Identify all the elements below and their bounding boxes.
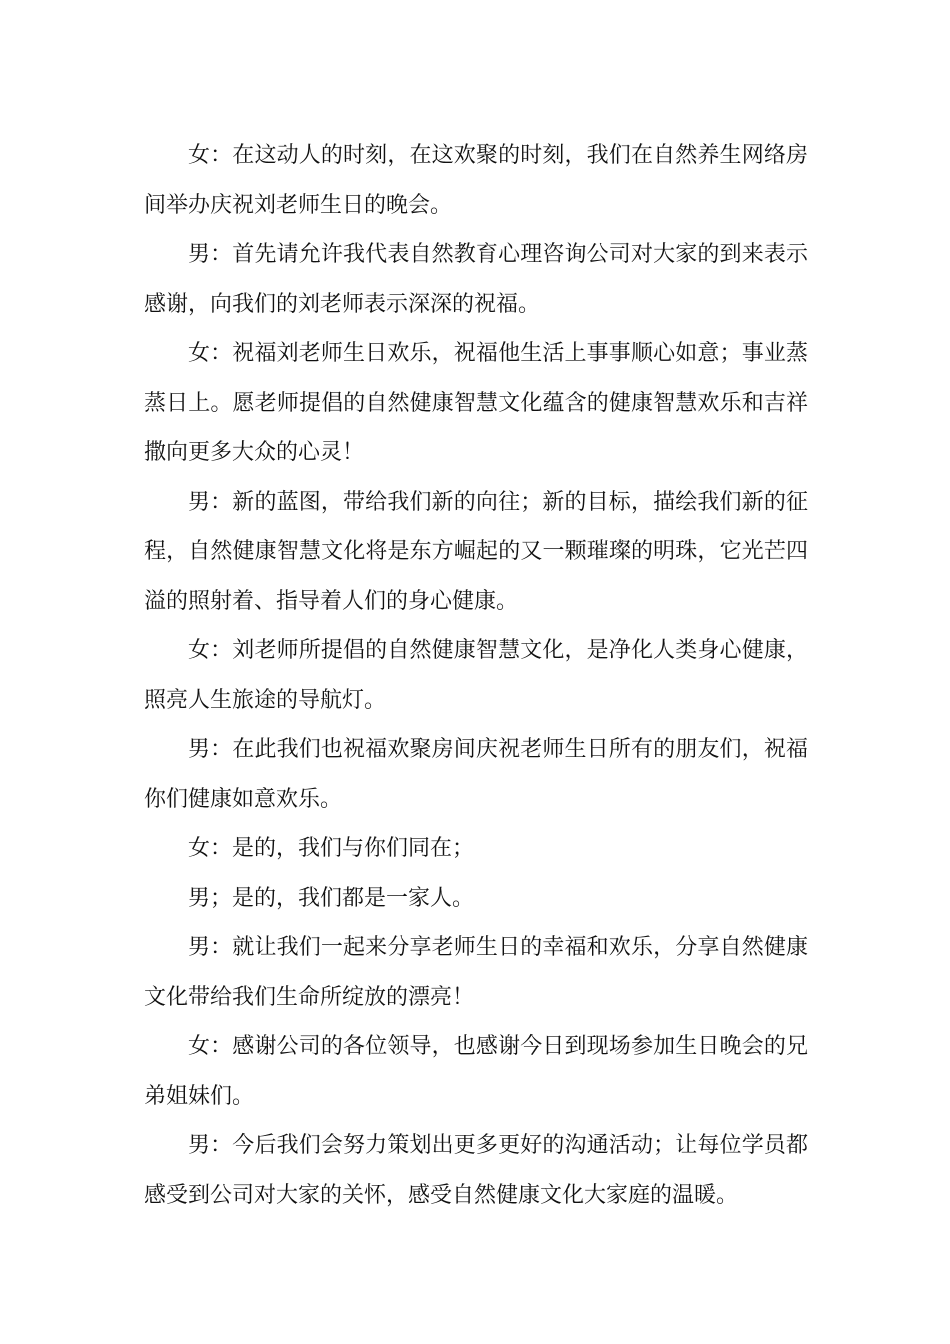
paragraph: 男：就让我们一起来分享老师生日的幸福和欢乐，分享自然健康文化带给我们生命所绽放的漂亮！	[144, 935, 808, 1010]
paragraph: 女：在这动人的时刻，在这欢聚的时刻，我们在自然养生网络房间举办庆祝刘老师生日的晚会。	[144, 143, 808, 218]
paragraph: 女：感谢公司的各位领导，也感谢今日到现场参加生日晚会的兄弟姐妹们。	[144, 1034, 808, 1109]
paragraph: 男；是的，我们都是一家人。	[188, 885, 475, 911]
paragraph: 女：祝福刘老师生日欢乐，祝福他生活上事事顺心如意；事业蒸蒸日上。愿老师提倡的自然健康智慧文化蕴含的健康智慧欢乐和吉祥撒向更多大众的心灵！	[144, 341, 808, 465]
paragraph: 男：在此我们也祝福欢聚房间庆祝老师生日所有的朋友们，祝福你们健康如意欢乐。	[144, 737, 808, 812]
paragraph: 女：是的，我们与你们同在；	[188, 836, 475, 861]
paragraph: 男：今后我们会努力策划出更多更好的沟通活动；让每位学员都感受到公司对大家的关怀，感受自然健康文化大家庭的温暖。	[144, 1133, 808, 1208]
paragraph: 女：刘老师所提倡的自然健康智慧文化，是净化人类身心健康，照亮人生旅途的导航灯。	[144, 638, 808, 713]
document-body	[144, 131, 808, 1220]
paragraph: 男：新的蓝图，带给我们新的向往；新的目标，描绘我们新的征程，自然健康智慧文化将是东方崛起的又一颗璀璨的明珠，它光芒四溢的照射着、指导着人们的身心健康。	[144, 489, 808, 614]
paragraph: 男：首先请允许我代表自然教育心理咨询公司对大家的到来表示感谢，向我们的刘老师表示深深的祝福。	[144, 242, 808, 317]
